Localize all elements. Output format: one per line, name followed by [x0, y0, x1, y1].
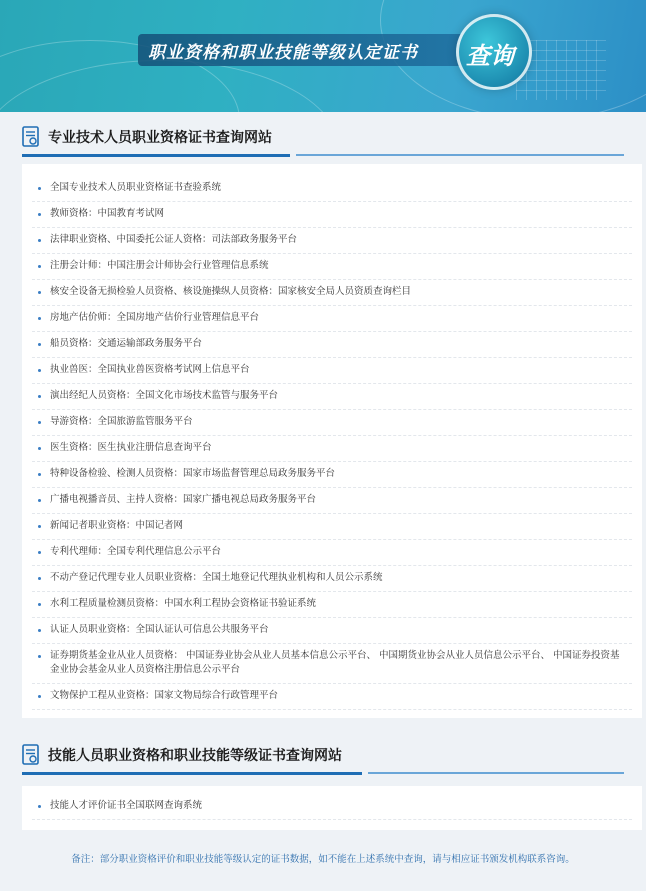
section1-list-panel [22, 164, 642, 718]
list-item[interactable]: 特种设备检验、检测人员资格：国家市场监督管理总局政务服务平台 [32, 462, 632, 488]
list-item[interactable]: 专利代理师：全国专利代理信息公示平台 [32, 540, 632, 566]
list-item[interactable]: 医生资格：医生执业注册信息查询平台 [32, 436, 632, 462]
list-item[interactable]: 广播电视播音员、主持人资格：国家广播电视总局政务服务平台 [32, 488, 632, 514]
list-item[interactable]: 不动产登记代理专业人员职业资格：全国土地登记代理执业机构和人员公示系统 [32, 566, 632, 592]
section2-list [22, 786, 642, 830]
section2-divider [368, 772, 624, 774]
section2-underline [22, 772, 362, 775]
section1-title: 专业技术人员职业资格证书查询网站 [48, 130, 272, 146]
section2-list-panel [22, 786, 642, 830]
list-item[interactable]: 全国专业技术人员职业资格证书查验系统 [32, 176, 632, 202]
list-item[interactable]: 注册会计师：中国注册会计师协会行业管理信息系统 [32, 254, 632, 280]
list-item[interactable]: 执业兽医：全国执业兽医资格考试网上信息平台 [32, 358, 632, 384]
certificate-icon [22, 744, 40, 766]
list-item[interactable]: 认证人员职业资格：全国认证认可信息公共服务平台 [32, 618, 632, 644]
section1-heading [22, 118, 624, 158]
section2-heading [22, 736, 624, 776]
certificate-icon [22, 126, 40, 148]
list-item[interactable]: 导游资格：全国旅游监管服务平台 [32, 410, 632, 436]
section1-underline [22, 154, 290, 157]
list-item[interactable]: 核安全设备无损检验人员资格、核设施操纵人员资格：国家核安全局人员资质查询栏目 [32, 280, 632, 306]
list-item[interactable]: 文物保护工程从业资格：国家文物局综合行政管理平台 [32, 684, 632, 710]
section1-list [22, 164, 642, 720]
list-item[interactable]: 房地产估价师：全国房地产估价行业管理信息平台 [32, 306, 632, 332]
header-banner [0, 0, 646, 112]
list-item[interactable]: 证券期货基金业从业人员资格： 中国证券业协会从业人员基本信息公示平台、 中国期货业协会从业人员信息公示平台、 中国证券投资基金业协会基金从业人员资格注册信息公示平台 [32, 644, 632, 684]
footnote: 备注：部分职业资格评价和职业技能等级认定的证书数据，如不能在上述系统中查询，请与相应证书颁发机构联系咨询。 [71, 854, 575, 865]
list-item[interactable]: 新闻记者职业资格：中国记者网 [32, 514, 632, 540]
list-item[interactable]: 法律职业资格、中国委托公证人资格：司法部政务服务平台 [32, 228, 632, 254]
list-item[interactable]: 教师资格：中国教育考试网 [32, 202, 632, 228]
list-item[interactable]: 船员资格：交通运输部政务服务平台 [32, 332, 632, 358]
banner-title: 职业资格和职业技能等级认定证书 [148, 43, 418, 63]
list-item[interactable]: 技能人才评价证书全国联网查询系统 [32, 794, 632, 820]
list-item[interactable]: 演出经纪人员资格：全国文化市场技术监管与服务平台 [32, 384, 632, 410]
section2-title: 技能人员职业资格和职业技能等级证书查询网站 [48, 748, 342, 764]
banner-badge: 查询 [466, 42, 514, 70]
list-item[interactable]: 水利工程质量检测员资格：中国水利工程协会资格证书验证系统 [32, 592, 632, 618]
section1-divider [296, 154, 624, 156]
